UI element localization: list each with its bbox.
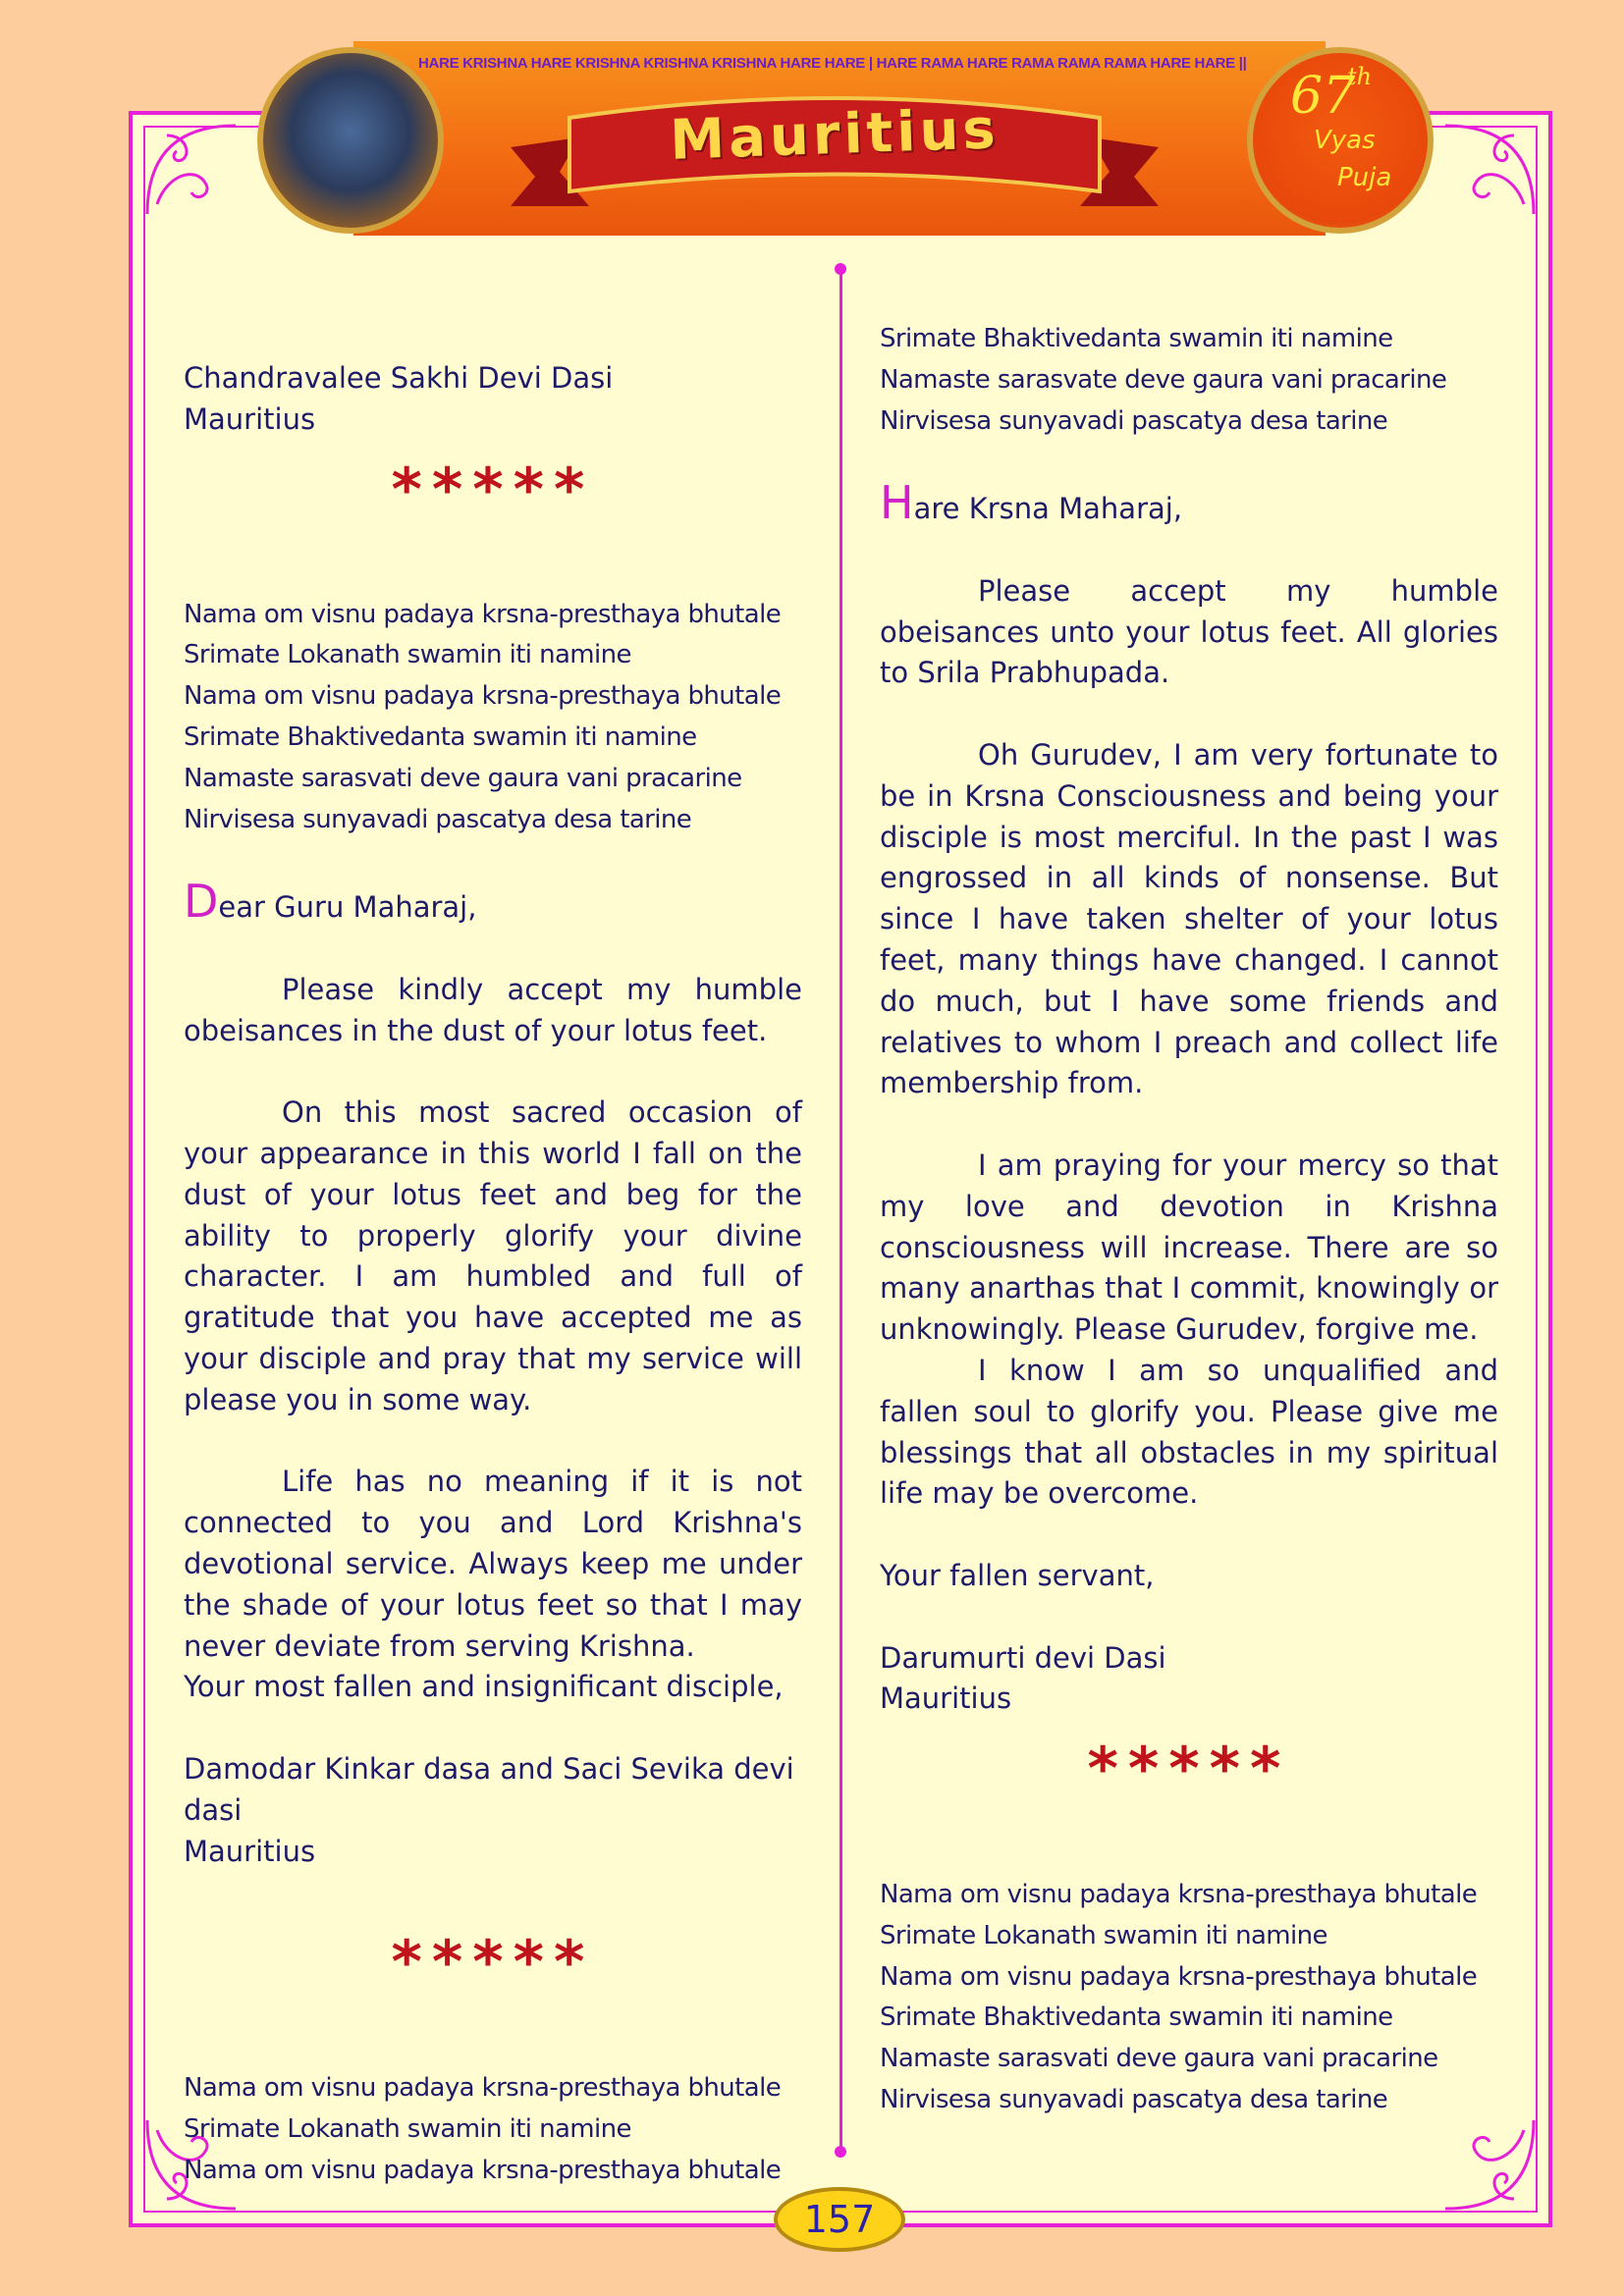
badge-suffix: th (1347, 63, 1373, 90)
prayer-line: Nama om visnu padaya krsna-presthaya bhutale (880, 1961, 1478, 1992)
closing-line: Your most fallen and insignificant disciple, (184, 1670, 784, 1704)
prayer-line: Srimate Lokanath swamin iti namine (184, 640, 631, 670)
author-place: Mauritius (184, 401, 316, 436)
badge-line1: Vyas (1314, 126, 1376, 155)
prayer-line: Srimate Lokanath swamin iti namine (184, 2114, 631, 2145)
corner-flourish-icon (1435, 2110, 1543, 2218)
prayer-line: Srimate Lokanath swamin iti namine (880, 1920, 1327, 1950)
prayer-line: Nama om visnu padaya krsna-presthaya bhutale (184, 2155, 782, 2185)
prayer-line: Nirvisesa sunyavadi pascatya desa tarine (880, 2085, 1388, 2115)
section-stars: ***** (1087, 1735, 1291, 1804)
prayer-line: Nama om visnu padaya krsna-presthaya bhutale (184, 681, 782, 712)
left-column (184, 358, 802, 2192)
salutation-text: are Krsna Maharaj, (913, 492, 1183, 526)
right-column (880, 319, 1498, 2121)
corner-flourish-icon (137, 116, 245, 224)
prayer-line: Namaste sarasvati deve gaura vani pracarine (880, 2044, 1438, 2074)
divider-dot (835, 2146, 846, 2158)
author-name: Damodar Kinkar dasa and Saci Sevika devi dasi (184, 1751, 794, 1827)
page-number: 157 (803, 2198, 876, 2241)
salutation (184, 875, 802, 929)
divider-dot (835, 263, 846, 275)
badge-line2: Puja (1337, 163, 1392, 192)
drop-cap: D (184, 875, 219, 929)
closing-line: Your fallen servant, (880, 1558, 1155, 1592)
page-number-badge (774, 2187, 905, 2252)
paragraph: Life has no meaning if it is not connected to you and Lord Krishna's devotional service. Always keep me under the shade of your lotus feet so that I may never deviate from serving Krishna. (184, 1465, 802, 1663)
banner-title: Mauritius (669, 97, 1001, 173)
section-stars: ***** (391, 454, 595, 524)
salutation (880, 476, 1498, 530)
paragraph: Oh Gurudev, I am very fortunate to be in Krsna Consciousness and being your disciple is most merciful. In the past I was engrossed in all kinds of nonsense. But since I have taken shelter of your lotus feet, many things have changed. I cannot do much, but I have some friends and relatives to whom I preach and collect life membership from. (880, 737, 1498, 1100)
deity-medallion-icon (257, 47, 444, 234)
salutation-text: ear Guru Maharaj, (218, 890, 477, 925)
prayer-line: Nirvisesa sunyavadi pascatya desa tarine (880, 405, 1388, 436)
author-place: Mauritius (184, 1834, 316, 1868)
prayer-line: Nama om visnu padaya krsna-presthaya bhutale (184, 599, 782, 629)
author-name: Darumurti devi Dasi (880, 1640, 1166, 1675)
drop-cap: H (880, 476, 914, 530)
paragraph: I know I am so unqualified and fallen soul to glorify you. Please give me blessings that all obstacles in my spiritual life may be overcome. (880, 1353, 1498, 1511)
paragraph: Please kindly accept my humble obeisances in the dust of your lotus feet. (184, 972, 802, 1047)
prayer-line: Srimate Bhaktivedanta swamin iti namine (880, 2002, 1393, 2033)
header-mantra: HARE KRISHNA HARE KRISHNA KRISHNA KRISHNA HARE HARE | HARE RAMA HARE RAMA RAMA RAMA HARE HARE || (418, 55, 1247, 72)
badge-number: 67 (1290, 67, 1356, 126)
paragraph: I am praying for your mercy so that my love and devotion in Krishna consciousness will increase. There are so many anarthas that I commit, knowingly or unknowingly. Please Gurudev, forgive me. (880, 1148, 1498, 1347)
column-divider (839, 269, 842, 2154)
prayer-line: Nama om visnu padaya krsna-presthaya bhutale (184, 2073, 782, 2104)
prayer-line: Srimate Bhaktivedanta swamin iti namine (184, 721, 697, 752)
prayer-line: Nama om visnu padaya krsna-presthaya bhutale (880, 1880, 1478, 1910)
author-name: Chandravalee Sakhi Devi Dasi (184, 361, 614, 395)
corner-flourish-icon (1435, 116, 1543, 224)
prayer-line: Namaste sarasvati deve gaura vani pracarine (184, 763, 742, 793)
author-place: Mauritius (880, 1682, 1012, 1716)
paragraph: Please accept my humble obeisances unto your lotus feet. All glories to Srila Prabhupada. (880, 573, 1498, 690)
prayer-line: Namaste sarasvate deve gaura vani pracarine (880, 364, 1447, 395)
section-stars: ***** (391, 1928, 595, 1998)
prayer-line: Nirvisesa sunyavadi pascatya desa tarine (184, 804, 692, 834)
paragraph: On this most sacred occasion of your appearance in this world I fall on the dust of your lotus feet and beg for the ability to properly glorify your divine character. I am humbled and full of gratitude that you have accepted me as your disciple and pray that my service will please you in some way. (184, 1095, 802, 1416)
prayer-line: Srimate Bhaktivedanta swamin iti namine (880, 324, 1393, 353)
